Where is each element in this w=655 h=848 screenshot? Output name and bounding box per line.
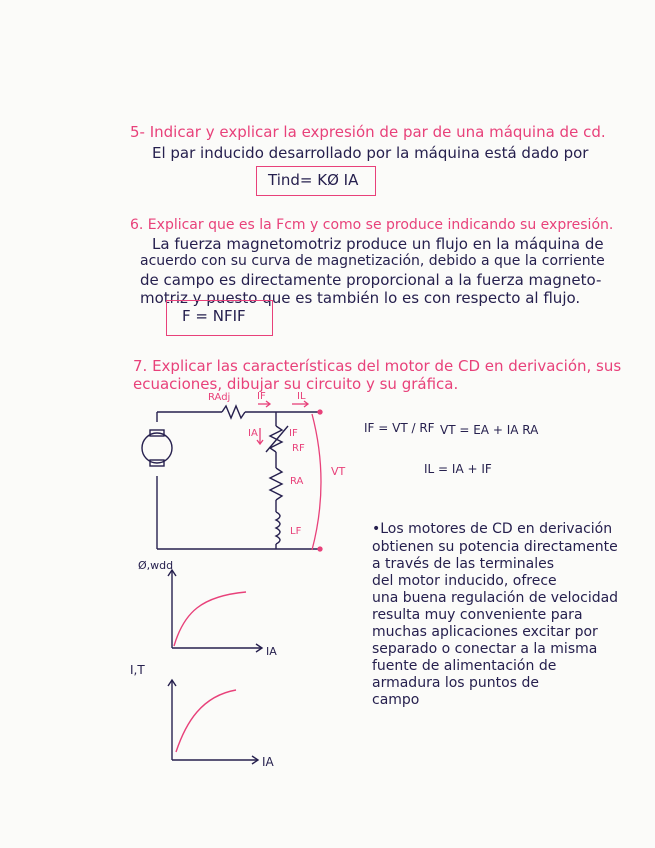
q6-line-4: motriz y puesto que es también lo es con respecto al flujo. bbox=[140, 289, 581, 307]
label-if-top: IF bbox=[257, 391, 266, 402]
graph2-x-label: IA bbox=[262, 755, 274, 769]
q6-line-3: de campo es directamente proporcional a la fuerza magneto- bbox=[140, 271, 602, 289]
note-line-5: una buena regulación de velocidad bbox=[372, 590, 619, 606]
label-ia: IA bbox=[248, 428, 258, 439]
note-line-9: fuente de alimentación de bbox=[372, 658, 557, 674]
q6-title: 6. Explicar que es la Fcm y como se produce indicando su expresión. bbox=[130, 217, 614, 233]
q6-line-1: La fuerza magnetomotriz produce un flujo en la máquina de bbox=[152, 235, 604, 253]
note-line-6: resulta muy conveniente para bbox=[372, 607, 583, 623]
graph1-x-label: IA bbox=[266, 645, 277, 658]
note-line-11: campo bbox=[372, 692, 420, 708]
label-if-side: IF bbox=[289, 428, 298, 439]
label-lf: LF bbox=[290, 526, 302, 537]
note-line-4: del motor inducido, ofrece bbox=[372, 573, 557, 589]
equation-2: VT = EA + IA RA bbox=[440, 423, 539, 437]
label-ra: RA bbox=[290, 476, 304, 487]
q5-answer: El par inducido desarrollado por la máquina está dado por bbox=[152, 144, 589, 162]
label-vt: VT bbox=[331, 465, 346, 478]
note-line-1: •Los motores de CD en derivación bbox=[372, 521, 613, 537]
label-il: IL bbox=[297, 391, 306, 402]
equation-1: IF = VT / RF bbox=[364, 421, 435, 435]
q6-line-2: acuerdo con su curva de magnetización, debido a que la corriente bbox=[140, 253, 605, 269]
note-line-7: muchas aplicaciones excitar por bbox=[372, 624, 598, 640]
q5-formula: Tind= KØ IA bbox=[268, 171, 359, 189]
q6-formula: F = NFIF bbox=[182, 307, 246, 325]
note-line-2: obtienen su potencia directamente bbox=[372, 539, 618, 555]
graph1-y-label: Ø,wdd bbox=[138, 559, 174, 572]
label-radj: RAdj bbox=[208, 392, 231, 403]
q7-title-line-2: ecuaciones, dibujar su circuito y su gráfica. bbox=[133, 375, 459, 393]
note-line-3: a través de las terminales bbox=[372, 556, 555, 572]
label-rf: RF bbox=[292, 443, 305, 454]
note-line-8: separado o conectar a la misma bbox=[372, 641, 598, 657]
q7-title-line-1: 7. Explicar las características del motor de CD en derivación, sus bbox=[133, 357, 622, 375]
q5-title: 5- Indicar y explicar la expresión de par de una máquina de cd. bbox=[130, 123, 606, 141]
note-line-10: armadura los puntos de bbox=[372, 675, 539, 691]
equation-3: IL = IA + IF bbox=[424, 462, 492, 476]
graph2-y-label: I,T bbox=[130, 663, 145, 677]
